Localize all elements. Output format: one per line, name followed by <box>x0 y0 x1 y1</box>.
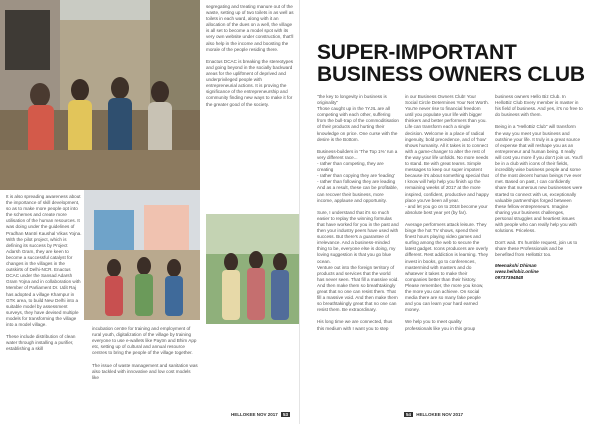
right-footer <box>404 412 463 417</box>
article-column-2 <box>405 94 489 332</box>
left-page-number: 53 <box>282 412 288 417</box>
left-footer-label: HELLOKEE NOV 2017 <box>230 412 278 417</box>
right-column-text <box>206 4 294 108</box>
village-meeting-photo <box>0 0 200 190</box>
left-column-body: It is also spreading awareness about the importance of skill development, so as to make more people opt into the schemes and create more utilisation of the human resources. It was doing under the guidelines of Pradhan Mantri Kaushal Vikas Yojna. With the pilot project, which is defining its success by Project Adarsh Gram, they are keen to become a successful catalyst for changes in the villages in the outskirts of Delhi-NCR. Enactus DCAC under the Sansad Adarsh Gram Yojna and in collaboration with Member of Parliament Dr. Udit Raj has adopted a village Khampur in GTK area, to build New Delhi into a suitable model by assessment surveys, they have devised multiple models for transforming the village into a model village. These include distribution of clean water through installing a purifier, establishing a skill <box>6 194 82 352</box>
group-photo <box>206 214 300 324</box>
article-column-2-body: in our Business Owners Club! Your Social Circle Determines Your Net Worth. You're never rise to financial freedom until you populate your life with bigger thinkers and better performers than you. Life can transform each a single decision. Welcome in a place of radical ingenuity, bold precedence, and of 'how' shows humanity. All it takes is to connect with a game-changer to alter the rest of the way your life unfolds. No more needs to stand. Be with great teams. Simple messages to keep our super impotent because it's about something special that I know will help help you finish up the remaining weeks of 2017 at the more inspired, confident, productive and happy place you've been all year. - and let you go on to 2018 become your absolute best year yet (by far). Average performers attack leisure. They binge the hot TV shows, spend their finest hours playing video games and surfing among the web to secure the latest gadget. Icons producers are overly different. Rest addiction is learning. They invest in books, go to conferences, mastermind with masters and do whatever it takes to make their companies better than their history. Please remember, the more you know, the more you can achieve. On social media there are so many fake people and you can learn your hard earned money. We help you to meet quality professionals like you in this group <box>405 94 489 331</box>
left-column-text <box>6 194 82 352</box>
contact-block <box>495 263 583 281</box>
article-column-1 <box>317 94 399 332</box>
right-footer-label: HELLOKEE NOV 2017 <box>416 412 464 417</box>
right-page <box>300 0 600 424</box>
contact-name: Meenakshi Dhiman <box>495 262 537 268</box>
left-footer <box>231 412 290 417</box>
contact-email[interactable]: www.hellobiz.online <box>495 268 539 274</box>
article-column-3-body: business owners Hello Biz Club. In HelloBiz Club Every member is master in his field of business. And yes, it's no free to do business with them. Being in a "HelloBiz Club" will transform the way you meet your business and outshine your life. It truly is a great source of expense that will reshape you as an entrepreneur and human being. It really will cost you more if you don't join us. You'll be in a club with icons of their fields, incredibly wise business people and some of the most decent human beings I've ever met. Based on past, I can confidently share that numerous new businesses were started to connect with us, exceptionally valuable partnerships forged between these fellow entrepreneurs. Imagine sharing your business challenges, personal struggles and heartiest issues with people who can really help you with solutions. Priceless. Don't wait. It's humble request, join us to share these Professionals and be benefited from HelloBiz too. <box>495 94 583 258</box>
middle-column-body: incubation centre for training and employment of rural youth, digitalization of the village by training everyone to use e-wallets like Paytm and Bhim App etc, setting up of cultural and annual resource centres to bring the people of the village together. The issue of waste management and sanitation was also tackled with innovative and low cost models like <box>92 326 198 380</box>
middle-column-text <box>92 326 198 381</box>
contact-phone: 09737394848 <box>495 274 524 280</box>
article-title: SUPER-IMPORTANT BUSINESS OWNERS CLUB <box>317 41 585 86</box>
article-column-3 <box>495 94 583 281</box>
painted-wall-photo <box>84 190 200 320</box>
right-page-number: 54 <box>406 412 412 417</box>
article-column-1-body: "the key to longevity in business is originality" Those caught up in the 'IYJIL are all competing with each other, suffering from the bull-trap of the commoditisation of their products and hurting their knowledge on price. One curse with the desire is the Bottom. Business-builders in 'The Top 1%' run a very different race... - rather than competing, they are creating - rather than copying they are 'leading' - rather than following they are leading And as a result, these can be profitable, can recover their business, more income, applause and opportunity. Sure, I understand that it's so much easier to replay the winning formulas that have worked for you in the past and then your industry peers have used with success. But there's a guarantee of irrelevance. And a business-minded thing to be, everyone else is doing, my loving suggestion is that you go blue ocean. Venture out into the foreign territory of products and services that the world has never seen. That fill a massive void. And then make them so breathtakingly great that no one can resist them. That fill a massive void. And then make them so breathtakingly great that no one can resist them. Be extraordinary. His long time we are connected, thus this medium with I want you to step <box>317 94 399 331</box>
right-column-body: segregating and treating manure out of the waste, setting up of two toilets in as well as toilets in each ward, along with it an allocation of the dues on a well, the village is all set to become a model spot with its very own website under construction, that'll also help in the income and boosting the morale of the people residing there. Enactus DCAC is breaking the stereotypes and going beyond in the socially backward areas for the upliftment of deprived and underprivileged people with entrepreneurial actions. It is proving the significance of the entrepreneurship and community finding new ways to make it for the greater good of the society. <box>206 4 294 107</box>
